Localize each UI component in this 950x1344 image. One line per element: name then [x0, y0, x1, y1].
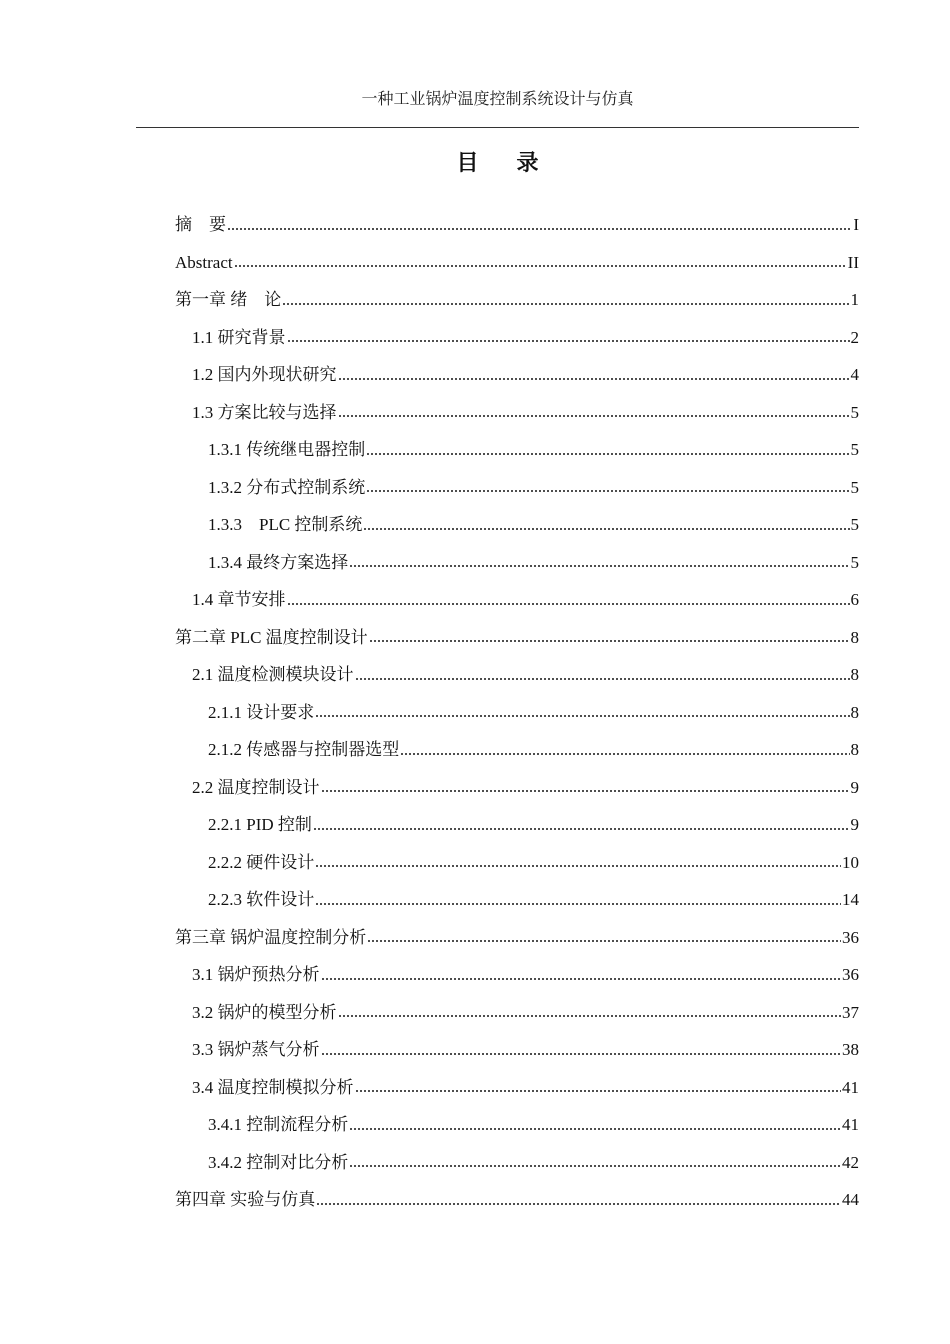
- toc-entry-label: 2.1 温度检测模块设计: [192, 665, 354, 684]
- toc-entry-label: 2.2.2 硬件设计: [208, 852, 315, 872]
- toc-entry-page: 8: [850, 627, 859, 647]
- toc-entry[interactable]: [175, 881, 859, 919]
- dot-leader: [367, 940, 841, 942]
- toc-entry[interactable]: [175, 1181, 859, 1219]
- toc-entry-page: 9: [850, 777, 859, 797]
- toc-entry[interactable]: [175, 844, 859, 882]
- toc-entry-label: Abstract: [175, 252, 233, 272]
- toc-entry-label: 3.2 锅炉的模型分析: [192, 1002, 337, 1022]
- dot-leader: [349, 1128, 841, 1130]
- toc-entry-page: 8: [850, 702, 859, 722]
- toc-entry-label: 第四章 实验与仿真: [175, 1190, 316, 1209]
- toc-entry-page: I: [853, 215, 859, 234]
- dot-leader: [313, 828, 850, 830]
- toc-entry[interactable]: [175, 1069, 859, 1107]
- dot-leader: [366, 490, 849, 492]
- toc-entry[interactable]: [175, 1144, 859, 1182]
- dot-leader: [321, 790, 850, 792]
- dot-leader: [234, 265, 847, 267]
- toc-entry-page: 5: [850, 552, 859, 572]
- toc-title: 目录: [456, 150, 577, 175]
- toc-entry[interactable]: [175, 769, 859, 807]
- toc-entry-label: 第一章 绪 论: [175, 290, 282, 309]
- toc-entry[interactable]: [175, 1106, 859, 1144]
- toc-entry-label: 第三章 锅炉温度控制分析: [175, 927, 367, 947]
- toc-entry[interactable]: [175, 431, 859, 469]
- dot-leader: [355, 678, 850, 680]
- toc-entry-page: 8: [850, 665, 859, 684]
- toc-entry[interactable]: [175, 656, 859, 694]
- toc-entry[interactable]: [175, 506, 859, 544]
- toc-entry[interactable]: [175, 206, 859, 244]
- dot-leader: [363, 528, 849, 530]
- toc-entry[interactable]: [175, 581, 859, 619]
- dot-leader: [321, 978, 842, 980]
- dot-leader: [400, 753, 849, 755]
- toc-entry-page: 36: [842, 965, 859, 984]
- header-divider: [136, 127, 859, 128]
- toc-entry-label: 3.4.1 控制流程分析: [208, 1115, 349, 1134]
- toc-entry-page: 44: [842, 1190, 859, 1209]
- toc-entry[interactable]: [175, 394, 859, 432]
- toc-entry-page: 42: [842, 1152, 859, 1172]
- toc-entry-label: 1.3.4 最终方案选择: [208, 552, 349, 572]
- toc-entry[interactable]: [175, 281, 859, 319]
- toc-entry[interactable]: [175, 994, 859, 1032]
- dot-leader: [366, 453, 849, 455]
- toc-entry-label: 1.3.1 传统继电器控制: [208, 440, 366, 459]
- toc-entry[interactable]: [175, 356, 859, 394]
- toc-list: [175, 206, 859, 1219]
- toc-entry-page: 41: [842, 1115, 859, 1134]
- dot-leader: [315, 865, 841, 867]
- toc-entry-label: 1.4 章节安排: [192, 590, 286, 609]
- dot-leader: [321, 1053, 842, 1055]
- dot-leader: [287, 340, 850, 342]
- toc-entry-page: 37: [842, 1002, 859, 1022]
- toc-entry-label: 2.2 温度控制设计: [192, 777, 320, 797]
- toc-entry-label: 3.1 锅炉预热分析: [192, 965, 320, 984]
- toc-entry-label: 1.1 研究背景: [192, 327, 286, 347]
- toc-entry-page: 2: [850, 327, 859, 347]
- toc-entry-page: 8: [850, 740, 859, 759]
- toc-entry[interactable]: [175, 956, 859, 994]
- toc-entry-label: 1.3.3 PLC 控制系统: [208, 515, 363, 534]
- toc-entry-page: 5: [850, 440, 859, 459]
- running-header: 一种工业锅炉温度控制系统设计与仿真: [361, 91, 634, 108]
- toc-entry-label: 3.4.2 控制对比分析: [208, 1152, 349, 1172]
- toc-entry-page: 5: [850, 402, 859, 422]
- toc-entry-label: 1.3.2 分布式控制系统: [208, 477, 366, 497]
- dot-leader: [315, 715, 849, 717]
- dot-leader: [338, 378, 850, 380]
- toc-entry-label: 1.3 方案比较与选择: [192, 402, 337, 422]
- toc-entry-page: 41: [842, 1077, 859, 1097]
- toc-entry-page: 14: [842, 890, 859, 909]
- toc-entry[interactable]: [175, 919, 859, 957]
- toc-entry-label: 1.2 国内外现状研究: [192, 365, 337, 384]
- toc-entry[interactable]: [175, 731, 859, 769]
- toc-entry[interactable]: [175, 806, 859, 844]
- toc-entry-label: 3.3 锅炉蒸气分析: [192, 1040, 320, 1059]
- dot-leader: [315, 903, 841, 905]
- dot-leader: [287, 603, 850, 605]
- dot-leader: [369, 640, 850, 642]
- toc-entry-label: 第二章 PLC 温度控制设计: [175, 627, 368, 647]
- toc-entry-page: II: [847, 252, 859, 272]
- toc-entry-label: 3.4 温度控制模拟分析: [192, 1077, 354, 1097]
- toc-entry[interactable]: [175, 319, 859, 357]
- dot-leader: [349, 565, 849, 567]
- toc-entry[interactable]: [175, 544, 859, 582]
- toc-entry-page: 5: [850, 515, 859, 534]
- dot-leader: [338, 1015, 842, 1017]
- toc-entry-label: 2.2.3 软件设计: [208, 890, 315, 909]
- toc-entry-page: 36: [842, 927, 859, 947]
- dot-leader: [227, 228, 852, 230]
- dot-leader: [338, 415, 850, 417]
- toc-entry-label: 2.1.1 设计要求: [208, 702, 315, 722]
- toc-entry[interactable]: [175, 469, 859, 507]
- toc-entry-page: 4: [850, 365, 859, 384]
- toc-entry[interactable]: [175, 1031, 859, 1069]
- dot-leader: [349, 1165, 841, 1167]
- toc-entry-page: 38: [842, 1040, 859, 1059]
- dot-leader: [355, 1090, 842, 1092]
- toc-entry-page: 5: [850, 477, 859, 497]
- toc-entry-page: 6: [850, 590, 859, 609]
- toc-entry-page: 1: [850, 290, 859, 309]
- toc-entry[interactable]: [175, 619, 859, 657]
- dot-leader: [316, 1203, 841, 1205]
- toc-entry[interactable]: [175, 244, 859, 282]
- toc-entry-label: 摘 要: [175, 215, 226, 234]
- toc-entry-label: 2.1.2 传感器与控制器选型: [208, 740, 400, 759]
- dot-leader: [282, 303, 849, 305]
- toc-entry-label: 2.2.1 PID 控制: [208, 815, 312, 834]
- toc-entry[interactable]: [175, 694, 859, 732]
- toc-entry-page: 10: [842, 852, 859, 872]
- toc-entry-page: 9: [850, 815, 859, 834]
